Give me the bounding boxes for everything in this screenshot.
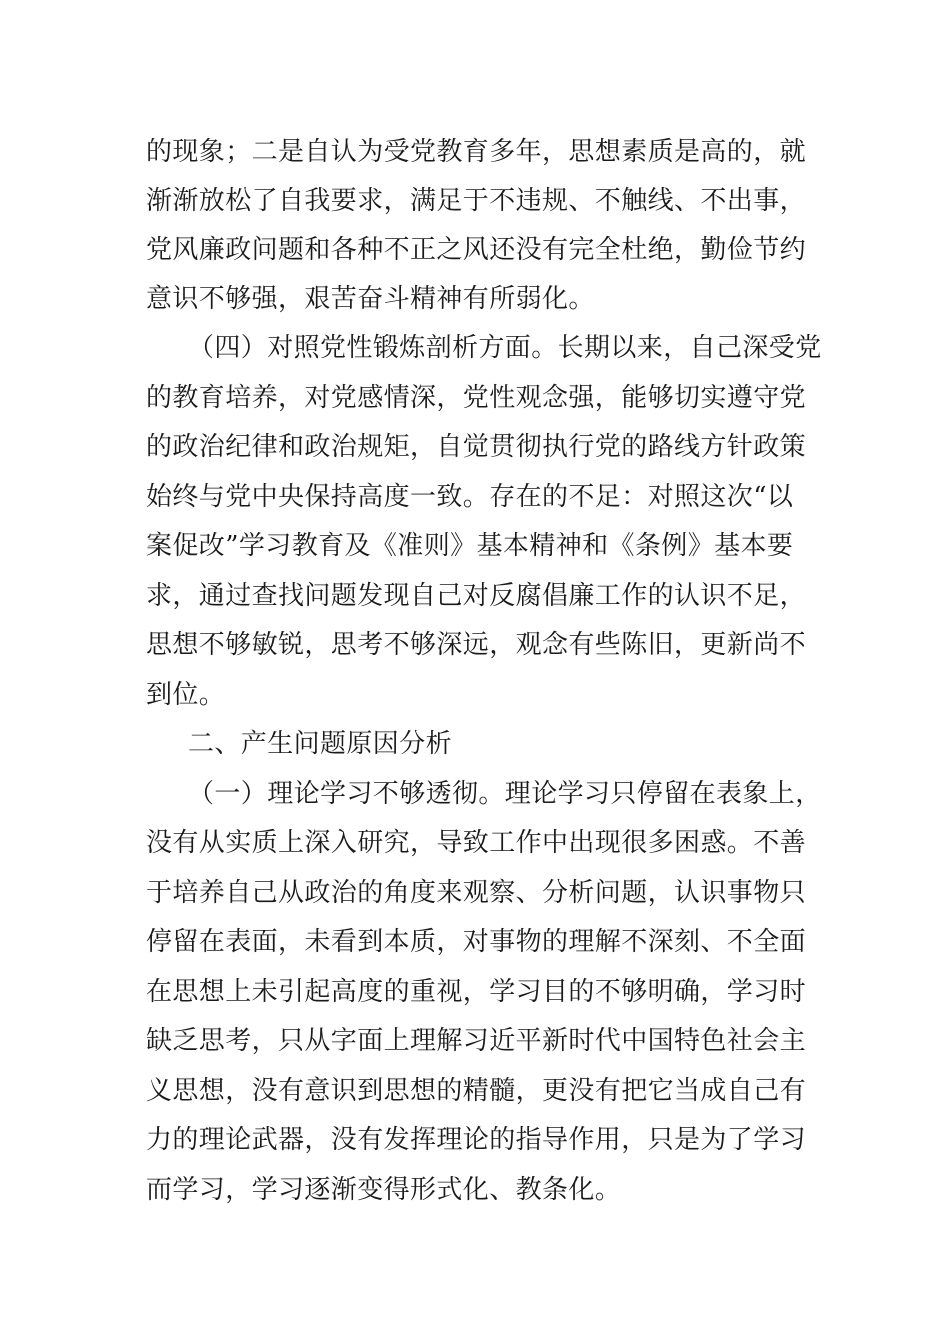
text-line: 而学习，学习逐渐变得形式化、教条化。 (146, 1175, 622, 1205)
text-line: 到位。 (146, 680, 226, 710)
text-line: 没有从实质上深入研究，导致工作中出现很多困惑。不善 (146, 828, 807, 858)
text-line: 的政治纪律和政治规矩，自觉贯彻执行党的路线方针政策 (146, 432, 807, 462)
text-line: 于培养自己从政治的角度来观察、分析问题，认识事物只 (146, 878, 807, 908)
text-line: 求，通过查找问题发现自己对反腐倡廉工作的认识不足， (146, 581, 807, 611)
text-line: 在思想上未引起高度的重视，学习目的不够明确，学习时 (146, 977, 807, 1007)
text-line: 的教育培养，对党感情深，党性观念强，能够切实遵守党 (146, 383, 807, 413)
text-line: 停留在表面，未看到本质，对事物的理解不深刻、不全面 (146, 927, 807, 957)
text-line: 力的理论武器，没有发挥理论的指导作用，只是为了学习 (146, 1125, 807, 1155)
text-line: 始终与党中央保持高度一致。存在的不足：对照这次“以 (146, 482, 794, 512)
paragraph-start-line: （四）对照党性锻炼剖析方面。长期以来，自己深受党 (188, 333, 822, 363)
text-line: 义思想，没有意识到思想的精髓，更没有把它当成自己有 (146, 1076, 807, 1106)
text-line: 渐渐放松了自我要求，满足于不违规、不触线、不出事， (146, 186, 807, 216)
text-line: 缺乏思考，只从字面上理解习近平新时代中国特色社会主 (146, 1026, 807, 1056)
text-line: 意识不够强，艰苦奋斗精神有所弱化。 (146, 284, 595, 314)
text-line: 案促改”学习教育及《准则》基本精神和《条例》基本要 (146, 531, 794, 561)
section-heading: 二、产生问题原因分析 (188, 729, 453, 759)
text-line: 思想不够敏锐，思考不够深远，观念有些陈旧，更新尚不 (146, 630, 807, 660)
text-line: 党风廉政问题和各种不正之风还没有完全杜绝，勤俭节约 (146, 235, 807, 265)
paragraph-start-line: （一）理论学习不够透彻。理论学习只停留在表象上， (188, 779, 822, 809)
text-line: 的现象；二是自认为受党教育多年，思想素质是高的，就 (146, 137, 807, 167)
